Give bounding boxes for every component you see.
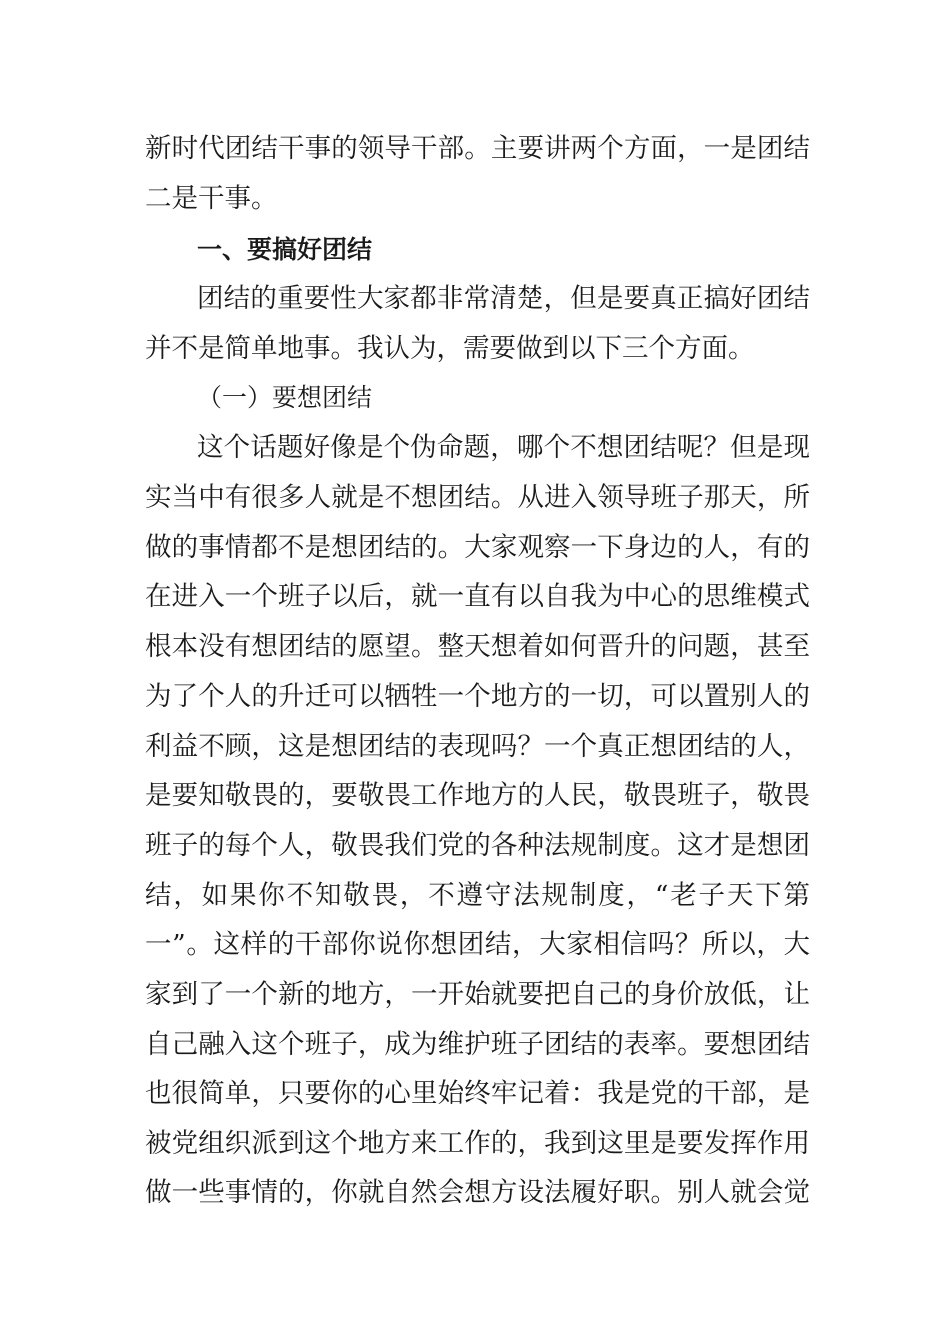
body-line: 结，如果你不知敬畏，不遵守法规制度，“老子天下第 (145, 880, 810, 911)
body-line: 也很简单，只要你的心里始终牢记着：我是党的干部，是 (145, 1078, 810, 1109)
body-line: 家到了一个新的地方，一开始就要把自己的身价放低，让 (145, 979, 810, 1010)
body-line: 一”。这样的干部你说你想团结，大家相信吗？所以，大 (145, 929, 810, 960)
body-line: 自己融入这个班子，成为维护班子团结的表率。要想团结 (145, 1029, 810, 1060)
body-line: 在进入一个班子以后，就一直有以自我为中心的思维模式 (145, 581, 810, 612)
intro-line-1: 新时代团结干事的领导干部。主要讲两个方面，一是团结 (145, 133, 810, 164)
body-line: 是要知敬畏的，要敬畏工作地方的人民，敬畏班子，敬畏 (145, 780, 810, 811)
body-line: 实当中有很多人就是不想团结。从进入领导班子那天，所 (145, 482, 810, 513)
section-paragraph-line-1: 团结的重要性大家都非常清楚，但是要真正搞好团结 (197, 283, 810, 314)
body-line: 根本没有想团结的愿望。整天想着如何晋升的问题，甚至 (145, 631, 810, 662)
section-heading: 一、要搞好团结 (197, 235, 373, 264)
body-line: 做的事情都不是想团结的。大家观察一下身边的人，有的 (145, 532, 810, 563)
body-line: 班子的每个人，敬畏我们党的各种法规制度。这才是想团 (145, 830, 810, 861)
body-line: 被党组织派到这个地方来工作的，我到这里是要发挥作用 (145, 1128, 810, 1159)
body-line: 利益不顾，这是想团结的表现吗？一个真正想团结的人， (145, 731, 810, 762)
body-line: 做一些事情的，你就自然会想方设法履好职。别人就会觉 (145, 1177, 810, 1208)
body-line: 这个话题好像是个伪命题，哪个不想团结呢？但是现 (197, 432, 810, 463)
section-paragraph-line-2: 并不是简单地事。我认为，需要做到以下三个方面。 (145, 333, 755, 364)
body-line: 为了个人的升迁可以牺牲一个地方的一切，可以置别人的 (145, 681, 810, 712)
intro-line-2: 二是干事。 (145, 183, 278, 214)
subsection-heading: （一）要想团结 (197, 383, 373, 412)
